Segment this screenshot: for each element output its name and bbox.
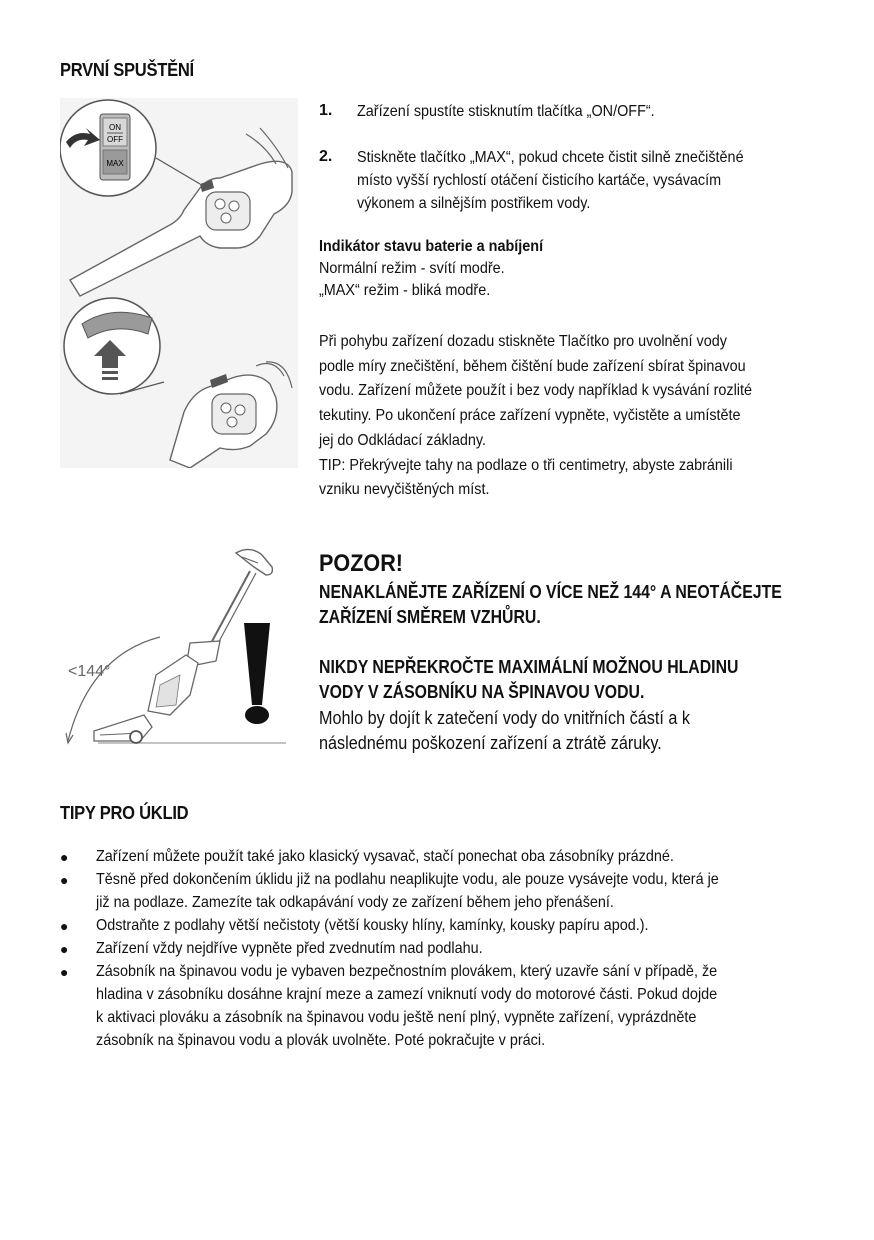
section-heading-cleaning-tips: TIPY PRO ÚKLID	[60, 803, 189, 823]
battery-indicator-title: Indikátor stavu baterie a nabíjení	[319, 238, 544, 255]
bullet-marker: ●	[60, 941, 69, 957]
tip-item-line: zásobník na špinavou vodu a plovák uvolněte. Poté pokračujte v práci.	[96, 1032, 546, 1049]
tip-item-line: Těsně před dokončením úklidu již na podlahu neaplikujte vodu, ale pouze vysávejte vodu, která je	[96, 871, 719, 888]
tip-item	[96, 914, 649, 937]
tip-item-line: Odstraňte z podlahy větší nečistoty (větší kousky hlíny, kamínky, kousky papíru apod.).	[96, 917, 649, 934]
step-line: Zařízení spustíte stisknutím tlačítka „ON/OFF“.	[357, 103, 655, 120]
tilt-warning-illustration	[60, 545, 290, 750]
paragraph-line: tekutiny. Po ukončení práce zařízení vypněte, vyčistěte a umístěte	[319, 407, 741, 425]
tip-line: vzniku nevyčištěných míst.	[319, 481, 490, 499]
tip-line: TIP: Překrývejte tahy na podlaze o tři centimetry, abyste zabránili	[319, 456, 733, 474]
step-number: 1.	[319, 102, 333, 119]
angle-label: <144°	[68, 663, 111, 680]
step-text	[357, 146, 744, 215]
tip-item-line: Zařízení vždy nejdříve vypněte před zvednutím nad podlahu.	[96, 940, 483, 957]
battery-mode-max: „MAX“ režim - bliká modře.	[319, 282, 491, 299]
tip-item-line: Zásobník na špinavou vodu je vybaven bezpečnostním plovákem, který uzavře sání v případě, že	[96, 963, 718, 980]
off-label: OFF	[107, 135, 123, 144]
tip-item	[96, 960, 717, 1052]
on-label: ON	[109, 123, 121, 132]
paragraph-line: vodu. Zařízení můžete použít i bez vody například k vysávání rozlité	[319, 382, 753, 400]
warning-title: POZOR!	[319, 550, 403, 577]
warning-caps-line: VODY V ZÁSOBNÍKU NA ŠPINAVOU VODU.	[319, 682, 645, 702]
tip-item	[96, 937, 483, 960]
step-text	[357, 100, 655, 123]
battery-mode-normal: Normální režim - svítí modře.	[319, 260, 505, 277]
tip-item-line: k aktivaci plováku a zásobník na špinavou vodu ještě není plný, vypněte zařízení, vyprázdněte	[96, 1009, 697, 1026]
warning-caps-line: NENAKLÁNĚJTE ZAŘÍZENÍ O VÍCE NEŽ 144° A NEOTÁČEJTE	[319, 582, 782, 602]
bullet-marker: ●	[60, 918, 69, 934]
bullet-marker: ●	[60, 872, 69, 888]
warning-plain-line: Mohlo by dojít k zatečení vody do vnitřních částí a k	[319, 708, 690, 728]
section-heading-first-start: PRVNÍ SPUŠTĚNÍ	[60, 60, 194, 80]
step-line: výkonem a silnějším postřikem vody.	[357, 195, 591, 212]
tip-item	[96, 868, 719, 914]
usage-paragraph	[319, 330, 752, 503]
paragraph-line: Při pohybu zařízení dozadu stiskněte Tlačítko pro uvolnění vody	[319, 333, 727, 350]
tip-item-line: Zařízení můžete použít také jako klasický vysavač, stačí ponechat oba zásobníky prázdné.	[96, 848, 674, 865]
step-line: Stiskněte tlačítko „MAX“, pokud chcete čistit silně znečištěné	[357, 149, 744, 166]
paragraph-line: podle míry znečištění, během čištění bude zařízení sbírat špinavou	[319, 357, 746, 375]
handle-buttons-illustration	[60, 98, 298, 468]
bullet-marker: ●	[60, 964, 69, 980]
tip-item	[96, 845, 674, 868]
tip-item-line: hladina v zásobníku dosáhne krajní meze a zamezí vniknutí vody do motorové části. Pokud dojde	[96, 986, 718, 1003]
exclamation-icon	[244, 623, 270, 724]
step-line: místo vyšší rychlostí otáčení čisticího kartáče, vysávacím	[357, 172, 722, 189]
warning-caps-line: NIKDY NEPŘEKROČTE MAXIMÁLNÍ MOŽNOU HLADINU	[319, 657, 739, 677]
battery-indicator-block	[319, 236, 543, 302]
paragraph-line: jej do Odkládací základny.	[319, 431, 487, 449]
tip-item-line: již na podlaze. Zamezíte tak odkapávání vody ze zařízení během jeho přenášení.	[96, 894, 614, 911]
bullet-marker: ●	[60, 849, 69, 865]
max-label: MAX	[106, 159, 124, 168]
warning-plain-line: následnému poškození zařízení a ztrátě záruky.	[319, 733, 662, 753]
warning-caps-line: ZAŘÍZENÍ SMĚREM VZHŮRU.	[319, 607, 541, 627]
step-number: 2.	[319, 148, 333, 165]
